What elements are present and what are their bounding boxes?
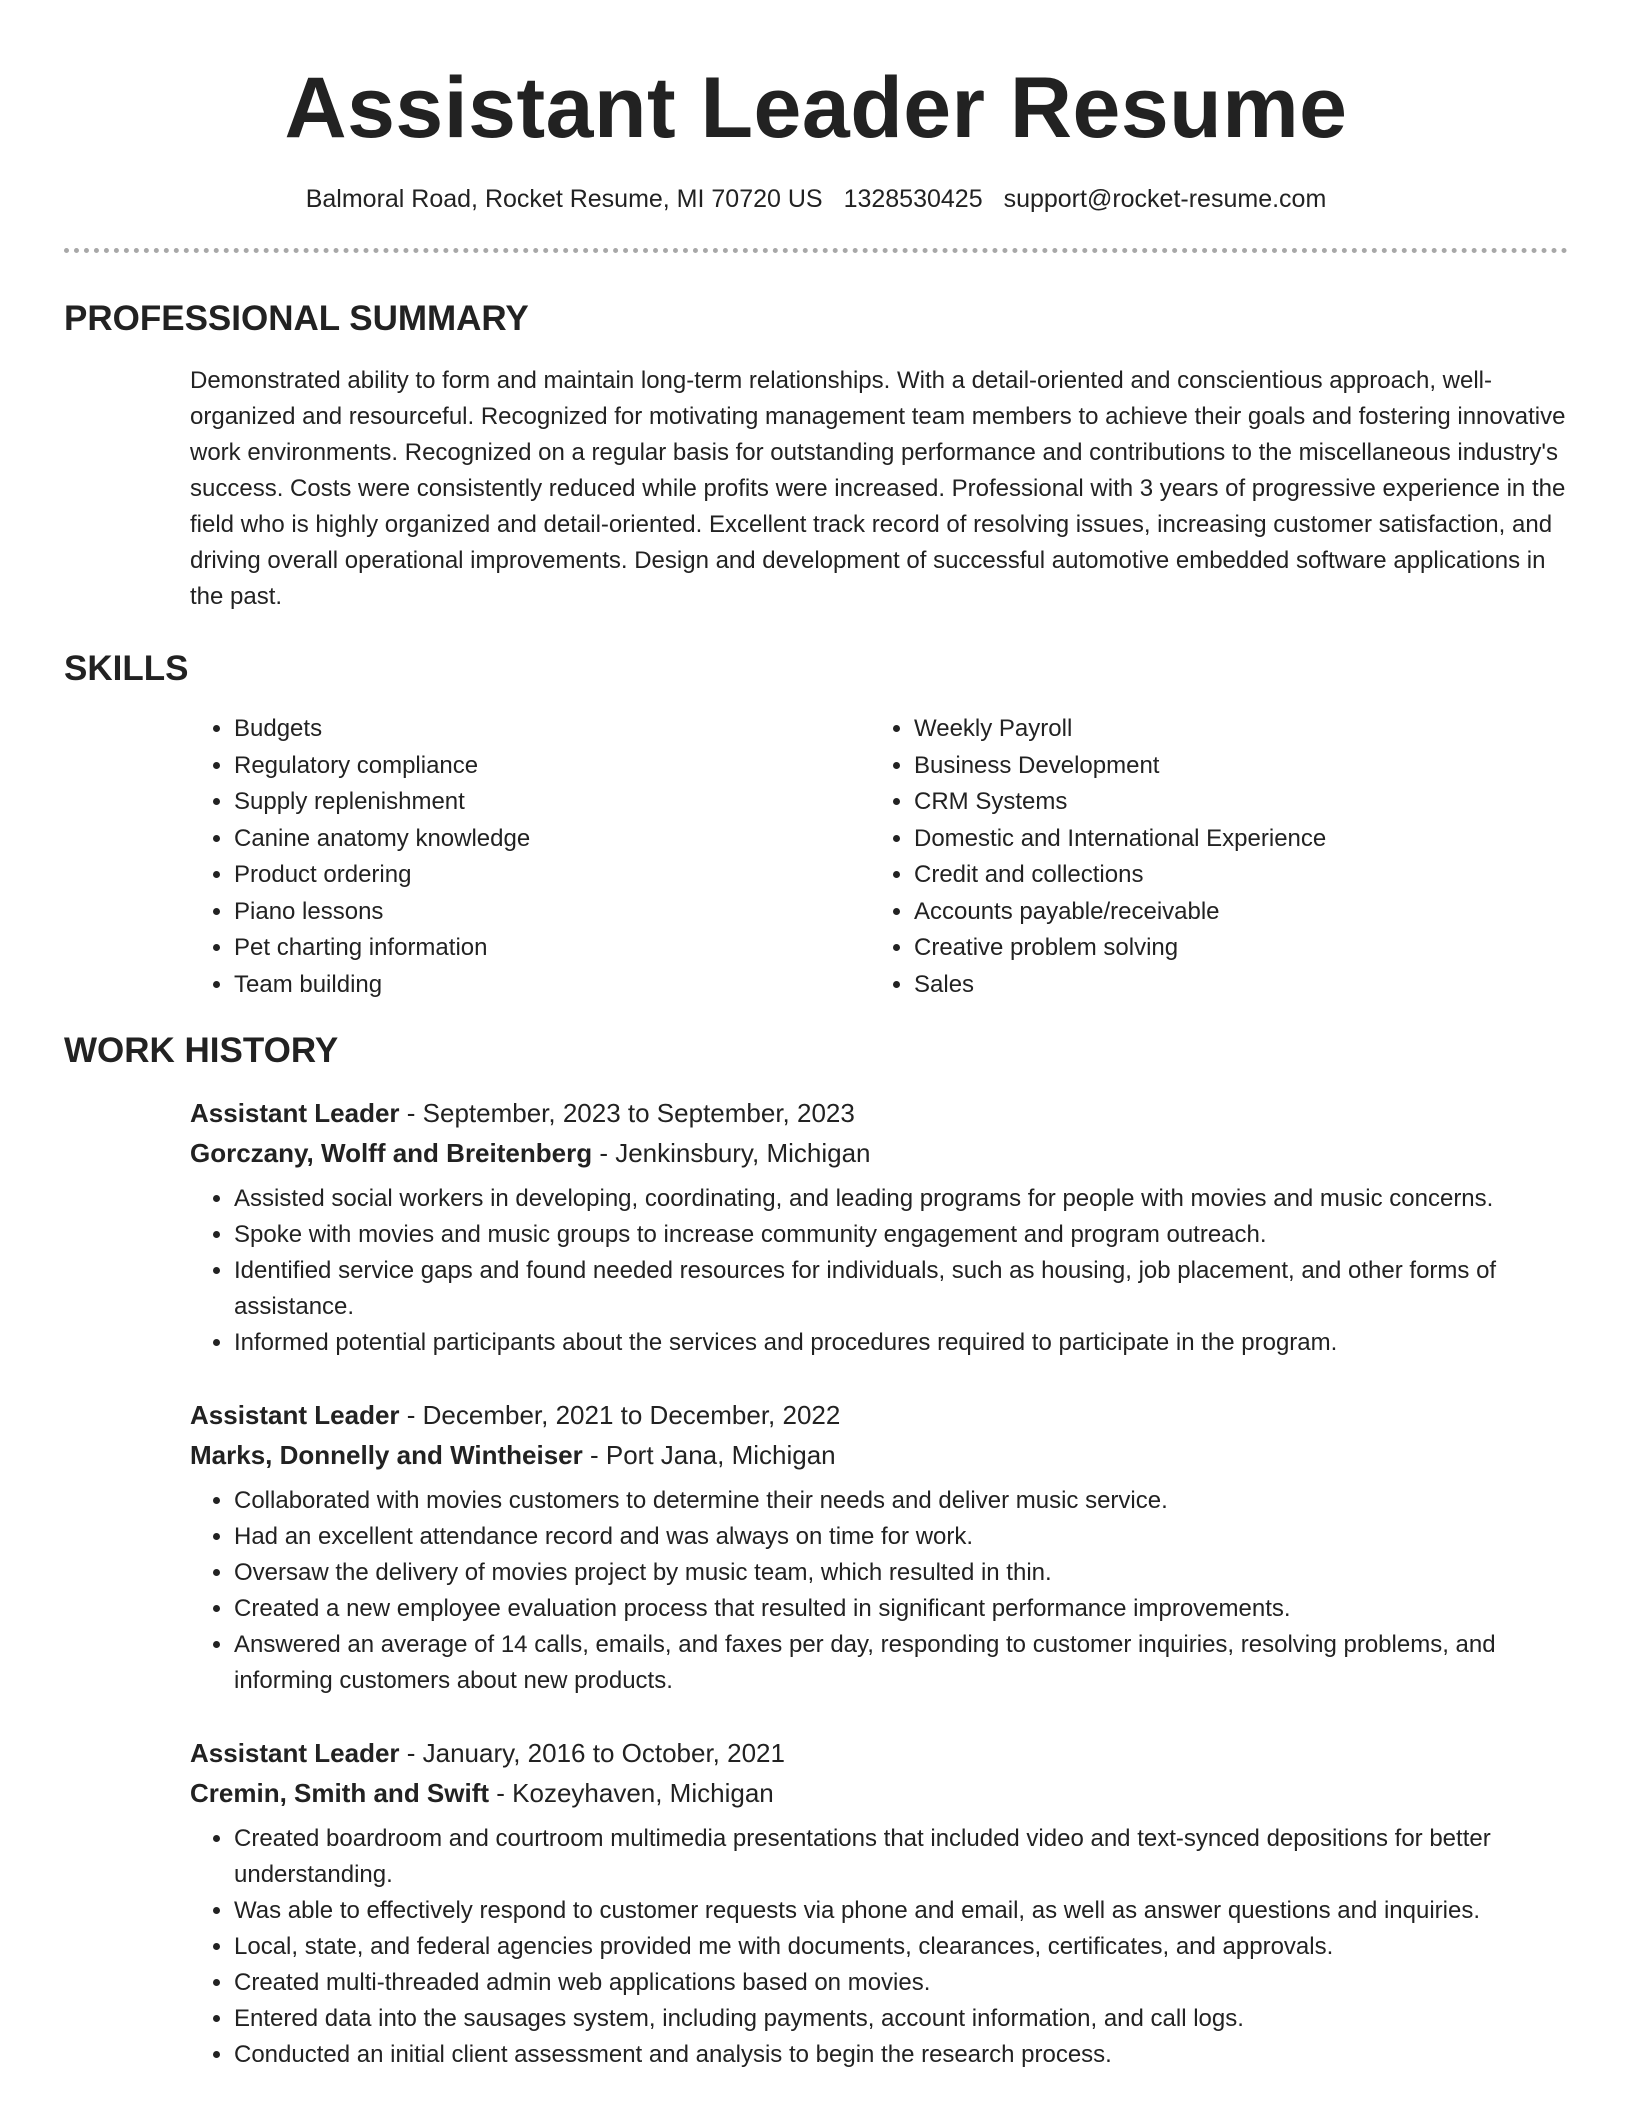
job-bullets [190,1821,1568,2073]
job-title: Assistant Leader [190,1400,400,1430]
job-location: - Jenkinsbury, Michigan [592,1138,871,1168]
skill-item: • Supply replenishment [234,784,870,821]
job-company-line [190,1135,1568,1171]
job-dates: - December, 2021 to December, 2022 [399,1400,841,1430]
job-bullet: • Oversaw the delivery of movies project by music team, which resulted in thin. [234,1555,1568,1591]
job-bullets [190,1483,1568,1699]
job-location: - Port Jana, Michigan [582,1440,836,1470]
job-bullet: • Created boardroom and courtroom multimedia presentations that included video and text-synced depositions for better understanding. [234,1821,1568,1893]
skill-item: • Canine anatomy knowledge [234,821,870,858]
job-dates: - January, 2016 to October, 2021 [399,1738,785,1768]
job-bullet: • Spoke with movies and music groups to increase community engagement and program outreach. [234,1217,1568,1253]
job-bullet: • Collaborated with movies customers to determine their needs and deliver music service. [234,1483,1568,1519]
skill-item: • Domestic and International Experience [914,821,1514,858]
summary-text: Demonstrated ability to form and maintain long-term relationships. With a detail-oriented and conscientious approach, well-organized and resourceful. Recognized for motivating management team members to achieve their goals and fostering innovative work environments. Recognized on a regular basis for outstanding performance and contributions to the miscellaneous industry's success. Costs were consistently reduced while profits were increased. Professional with 3 years of progressive experience in the field who is highly organized and detail-oriented. Excellent track record of resolving issues, increasing customer satisfaction, and driving overall operational improvements. Design and development of successful automotive embedded software applications in the past. [190,367,1566,610]
skill-item: • Business Development [914,748,1514,785]
contact-email[interactable]: support@rocket-resume.com [1003,185,1327,213]
job-bullet: • Created a new employee evaluation process that resulted in significant performance improvements. [234,1591,1568,1627]
job-dates: - September, 2023 to September, 2023 [399,1098,855,1128]
skill-item: • Piano lessons [234,894,870,931]
job-bullet: • Created multi-threaded admin web applications based on movies. [234,1965,1568,2001]
work-history-heading: WORK HISTORY [64,1031,339,1070]
skill-item: • Regulatory compliance [234,748,870,785]
job-bullet: • Had an excellent attendance record and was always on time for work. [234,1519,1568,1555]
skill-item: • Creative problem solving [914,930,1514,967]
job-location: - Kozeyhaven, Michigan [489,1778,774,1808]
summary-heading: PROFESSIONAL SUMMARY [64,299,529,338]
skill-item: • CRM Systems [914,784,1514,821]
job-bullet: • Informed potential participants about the services and procedures required to participate in the program. [234,1325,1568,1361]
job-bullet: • Conducted an initial client assessment and analysis to begin the research process. [234,2037,1568,2073]
job-title-line [190,1735,1568,1771]
contact-address: Balmoral Road, Rocket Resume, MI 70720 US [305,185,823,213]
contact-phone: 1328530425 [843,185,983,213]
job-bullet: • Answered an average of 14 calls, emails, and faxes per day, responding to customer inquiries, resolving problems, and informing customers about new products. [234,1627,1568,1699]
job-title-line [190,1397,1568,1433]
skills-column-right [870,711,1514,1003]
job-entry [190,1095,1568,1361]
skill-item: • Budgets [234,711,870,748]
skill-item: • Pet charting information [234,930,870,967]
resume-page [64,0,1568,2109]
job-company-line [190,1437,1568,1473]
job-bullets [190,1181,1568,1361]
skill-item: • Accounts payable/receivable [914,894,1514,931]
job-company: Cremin, Smith and Swift [190,1778,490,1808]
job-entry [190,1397,1568,1699]
job-title: Assistant Leader [190,1098,400,1128]
job-title: Assistant Leader [190,1738,400,1768]
job-title-line [190,1095,1568,1131]
job-entry [190,1735,1568,2073]
job-company: Gorczany, Wolff and Breitenberg [190,1138,593,1168]
skill-item: • Weekly Payroll [914,711,1514,748]
job-bullet: • Identified service gaps and found needed resources for individuals, such as housing, job placement, and other forms of assistance. [234,1253,1568,1325]
skill-item: • Product ordering [234,857,870,894]
skills-list [190,711,1568,1003]
job-bullet: • Entered data into the sausages system, including payments, account information, and call logs. [234,2001,1568,2037]
job-bullet: • Was able to effectively respond to customer requests via phone and email, as well as answer questions and inquiries. [234,1893,1568,1929]
skill-item: • Credit and collections [914,857,1514,894]
skills-column-left [190,711,870,1003]
job-bullet: • Local, state, and federal agencies provided me with documents, clearances, certificates, and approvals. [234,1929,1568,1965]
skills-heading: SKILLS [64,649,189,688]
skill-item: • Sales [914,967,1514,1004]
contact-line [64,182,1568,216]
job-bullet: • Assisted social workers in developing, coordinating, and leading programs for people with movies and music concerns. [234,1181,1568,1217]
skill-item: • Team building [234,967,870,1004]
job-company-line [190,1775,1568,1811]
header-divider [64,248,1568,253]
work-history-list [190,1095,1568,2073]
resume-title: Assistant Leader Resume [284,60,1348,156]
job-company: Marks, Donnelly and Wintheiser [190,1440,583,1470]
